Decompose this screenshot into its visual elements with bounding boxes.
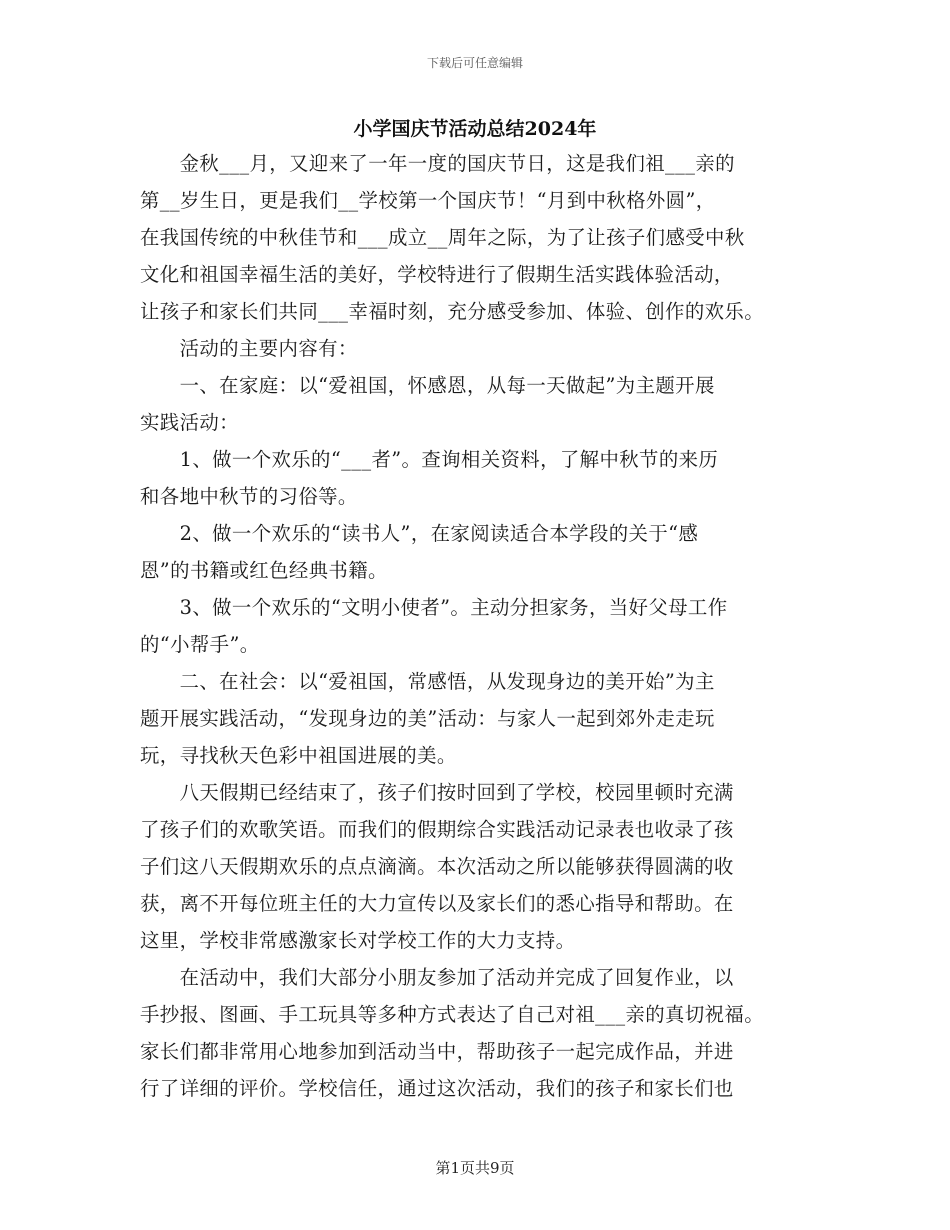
body-text-line: 二、在社会：以“爱祖国，常感悟，从发现身边的美开始”为主 (140, 670, 715, 693)
body-text-line: 获，离不开每位班主任的大力宣传以及家长们的悉心指导和帮助。在 (140, 892, 734, 915)
body-text-line: 第__岁生日，更是我们__学校第一个国庆节！“月到中秋格外圆”， (140, 189, 716, 212)
body-text-line: 题开展实践活动，“发现身边的美”活动：与家人一起到郊外走走玩 (140, 707, 715, 730)
body-text-line: 子们这八天假期欢乐的点点滴滴。本次活动之所以能够获得圆满的收 (140, 855, 734, 878)
body-text-line: 手抄报、图画、手工玩具等多种方式表达了自己对祖___亲的真切祝福。 (140, 1003, 765, 1026)
body-text-line: 在活动中，我们大部分小朋友参加了活动并完成了回复作业，以 (140, 966, 734, 989)
body-text-line: 1、做一个欢乐的“___者”。查询相关资料，了解中秋节的来历 (140, 448, 719, 471)
body-text-line: 实践活动： (140, 411, 239, 434)
body-text-line: 文化和祖国幸福生活的美好，学校特进行了假期生活实践体验活动， (140, 263, 734, 286)
body-text-line: 2、做一个欢乐的“读书人”，在家阅读适合本学段的关于“感 (140, 522, 699, 545)
body-text-line: 的“小帮手”。 (140, 633, 260, 656)
body-text-line: 了孩子们的欢歌笑语。而我们的假期综合实践活动记录表也收录了孩 (140, 818, 734, 841)
body-text-line: 这里，学校非常感激家长对学校工作的大力支持。 (140, 929, 576, 952)
document-body (140, 145, 820, 1107)
body-text-line: 和各地中秋节的习俗等。 (140, 485, 358, 508)
body-text-line: 家长们都非常用心地参加到活动当中，帮助孩子一起完成作品，并进 (140, 1040, 734, 1063)
body-text-line: 行了详细的评价。学校信任，通过这次活动，我们的孩子和家长们也 (140, 1077, 734, 1100)
body-text-line: 金秋___月，又迎来了一年一度的国庆节日，这是我们祖___亲的 (140, 152, 735, 175)
document-title: 小学国庆节活动总结2024年 (353, 118, 597, 140)
body-text-line: 一、在家庭：以“爱祖国，怀感恩，从每一天做起”为主题开展 (140, 374, 715, 397)
body-text-line: 恩”的书籍或红色经典书籍。 (140, 559, 388, 582)
body-text-line: 八天假期已经结束了，孩子们按时回到了学校，校园里顿时充满 (140, 781, 734, 804)
page-header-note: 下载后可任意编辑 (426, 56, 523, 70)
body-text-line: 玩，寻找秋天色彩中祖国进展的美。 (140, 744, 457, 767)
body-text-line: 在我国传统的中秋佳节和___成立__周年之际，为了让孩子们感受中秋 (140, 226, 745, 249)
body-text-line: 3、做一个欢乐的“文明小使者”。主动分担家务，当好父母工作 (140, 596, 728, 619)
body-text-line: 活动的主要内容有： (140, 337, 358, 360)
page-footer: 第1页共9页 (435, 1159, 515, 1177)
body-text-line: 让孩子和家长们共同___幸福时刻，充分感受参加、体验、创作的欢乐。 (140, 300, 765, 323)
